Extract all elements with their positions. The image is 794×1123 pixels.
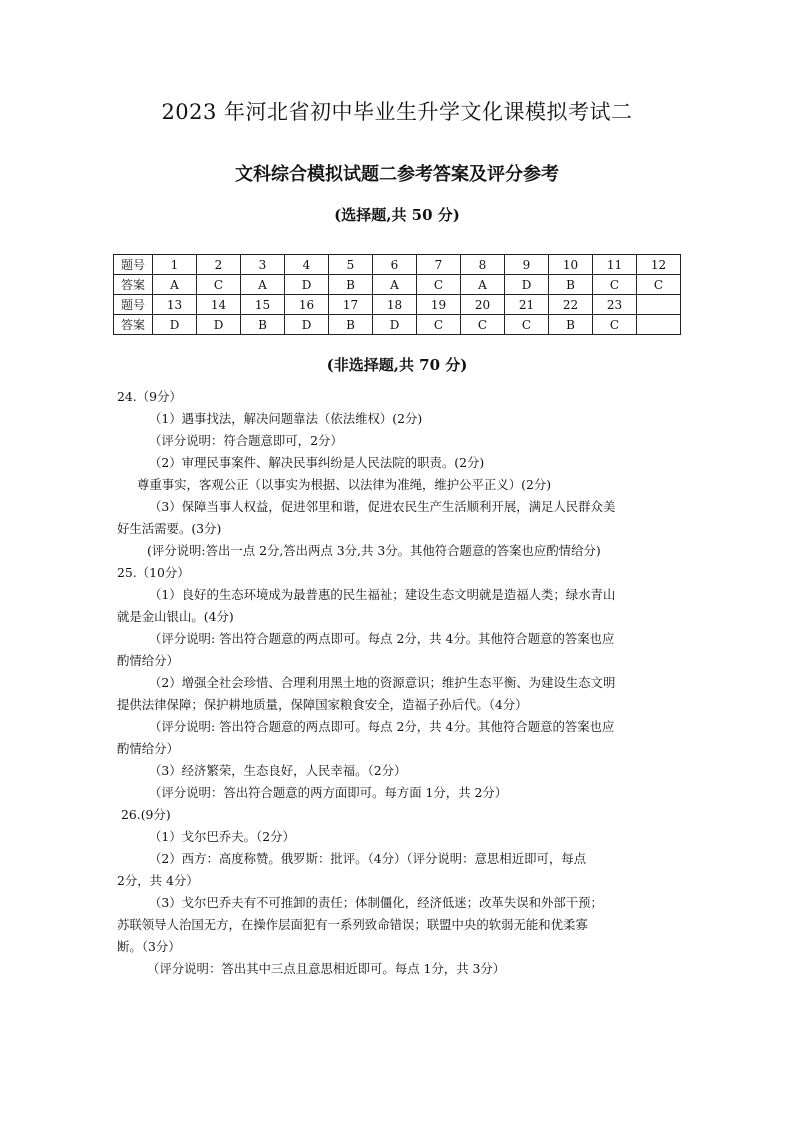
answer-table-cell: 13 xyxy=(153,295,197,315)
scoring-note: （评分说明：符合题意即可，2分） xyxy=(149,433,343,448)
answer-table-cell: C xyxy=(593,275,637,295)
answer-table-cell: 20 xyxy=(461,295,505,315)
scoring-note: （评分说明: 答出符合题意的两点即可。每点 2分，共 4分。其他符合题意的答案也应 xyxy=(149,631,615,646)
scoring-note: 酌情给分） xyxy=(117,741,179,756)
answer-table-cell: B xyxy=(329,315,373,335)
answer-table-cell: 11 xyxy=(593,255,637,275)
answer-table-cell: 21 xyxy=(505,295,549,315)
answer-table-cell: A xyxy=(241,275,285,295)
answer-table-cell: 17 xyxy=(329,295,373,315)
section-heading-free-response: (非选择题,共 70 分) xyxy=(326,356,468,374)
answer-table-row-header: 答案 xyxy=(114,275,153,295)
scoring-note: (评分说明:答出一点 2分,答出两点 3分,共 3分。其他符合题意的答案也应酌情给分) xyxy=(147,543,601,558)
answer-table-cell: 3 xyxy=(241,255,285,275)
answer-table-cell: A xyxy=(153,275,197,295)
answer-table-cell: D xyxy=(373,315,417,335)
answer-line: （3）戈尔巴乔夫有不可推卸的责任；体制僵化，经济低迷；改革失误和外部干预； xyxy=(149,895,603,910)
answer-table-cell: 16 xyxy=(285,295,329,315)
scoring-note: 2分，共 4分） xyxy=(117,873,199,888)
answer-line: （1）良好的生态环境成为最普惠的民生福祉；建设生态文明就是造福人类；绿水青山 xyxy=(149,587,616,602)
answer-line: 好生活需要。(3分) xyxy=(117,521,222,536)
answer-table-row-header: 题号 xyxy=(114,255,153,275)
question-header: 25.（10分） xyxy=(117,565,190,580)
answer-table-cell: D xyxy=(285,275,329,295)
answer-table-cell: 6 xyxy=(373,255,417,275)
answer-line: （1）遇事找法，解决问题靠法（依法维权）(2分) xyxy=(149,411,423,426)
answer-table-cell: 5 xyxy=(329,255,373,275)
answer-table-cell: 19 xyxy=(417,295,461,315)
answer-line: （1）戈尔巴乔夫。（2分） xyxy=(149,829,295,844)
answer-table-cell: C xyxy=(461,315,505,335)
answer-line: 尊重事实，客观公正（以事实为根据、以法律为准绳，维护公平正义）(2分) xyxy=(137,477,552,492)
answer-table-cell: A xyxy=(461,275,505,295)
answer-table-cell: 10 xyxy=(549,255,593,275)
answer-table-cell: D xyxy=(505,275,549,295)
answer-table-cell: C xyxy=(637,275,681,295)
answer-line: （3）保障当事人权益，促进邻里和谐，促进农民生产生活顺利开展，满足人民群众美 xyxy=(149,499,616,514)
answer-table-cell xyxy=(637,295,681,315)
answer-table-cell: C xyxy=(417,315,461,335)
answer-table-cell: C xyxy=(197,275,241,295)
answer-table-row-header: 答案 xyxy=(114,315,153,335)
answer-table-row xyxy=(114,315,681,335)
answer-table-cell: C xyxy=(593,315,637,335)
answer-line: 就是金山银山。(4分) xyxy=(117,609,234,624)
answer-table-cell: 23 xyxy=(593,295,637,315)
answer-line: 断。（3分） xyxy=(117,939,181,954)
section-heading-multiple-choice: (选择题,共 50 分) xyxy=(334,206,460,224)
answer-table-cell: 2 xyxy=(197,255,241,275)
answer-table-cell: B xyxy=(329,275,373,295)
answer-table-cell: D xyxy=(153,315,197,335)
answer-line: （3）经济繁荣，生态良好，人民幸福。（2分） xyxy=(149,763,407,778)
question-header: 26.(9分) xyxy=(121,807,171,822)
answer-table-row xyxy=(114,275,681,295)
answer-table-cell: 8 xyxy=(461,255,505,275)
scoring-note: （评分说明：答出符合题意的两方面即可。每方面 1分，共 2分） xyxy=(149,785,508,800)
answer-table-cell: A xyxy=(373,275,417,295)
answer-table-cell: 14 xyxy=(197,295,241,315)
answer-line: 苏联领导人治国无方，在操作层面犯有一系列致命错误；联盟中央的软弱无能和优柔寡 xyxy=(117,917,588,932)
answer-table-row xyxy=(114,295,681,315)
answer-table-cell: C xyxy=(505,315,549,335)
answer-table-cell: 1 xyxy=(153,255,197,275)
answer-table-cell: 12 xyxy=(637,255,681,275)
page-title: 2023 年河北省初中毕业生升学文化课模拟考试二 xyxy=(161,100,633,124)
answer-table-cell: 18 xyxy=(373,295,417,315)
answer-line: 提供法律保障；保护耕地质量，保障国家粮食安全，造福子孙后代。（4分） xyxy=(117,697,528,712)
scoring-note: （评分说明: 答出符合题意的两点即可。每点 2分，共 4分。其他符合题意的答案也应 xyxy=(149,719,615,734)
answer-table-cell xyxy=(637,315,681,335)
answer-table-row-header: 题号 xyxy=(114,295,153,315)
scoring-note: 酌情给分） xyxy=(117,653,179,668)
answer-table-cell: D xyxy=(197,315,241,335)
answer-line: （2）增强全社会珍惜、合理利用黑土地的资源意识；维护生态平衡、为建设生态文明 xyxy=(149,675,616,690)
answer-table-cell: 9 xyxy=(505,255,549,275)
answer-line: （2）审理民事案件、解决民事纠纷是人民法院的职责。(2分) xyxy=(149,455,485,470)
answer-table-cell: D xyxy=(285,315,329,335)
answer-table-cell: 7 xyxy=(417,255,461,275)
answer-table-cell: B xyxy=(549,315,593,335)
answer-table-cell: 15 xyxy=(241,295,285,315)
answer-table-row xyxy=(114,255,681,275)
question-header: 24.（9分） xyxy=(117,389,182,404)
answer-table-cell: 4 xyxy=(285,255,329,275)
scoring-note: （评分说明：答出其中三点且意思相近即可。每点 1分，共 3分） xyxy=(147,961,506,976)
answer-table-cell: B xyxy=(549,275,593,295)
answer-table-cell: B xyxy=(241,315,285,335)
answer-body xyxy=(117,386,677,980)
answer-table-cell: 22 xyxy=(549,295,593,315)
answer-line: （2）西方：高度称赞。俄罗斯：批评。（4分）（评分说明：意思相近即可，每点 xyxy=(149,851,587,866)
answer-table-cell: C xyxy=(417,275,461,295)
page-subtitle: 文科综合模拟试题二参考答案及评分参考 xyxy=(235,164,559,185)
answer-table xyxy=(113,254,681,335)
